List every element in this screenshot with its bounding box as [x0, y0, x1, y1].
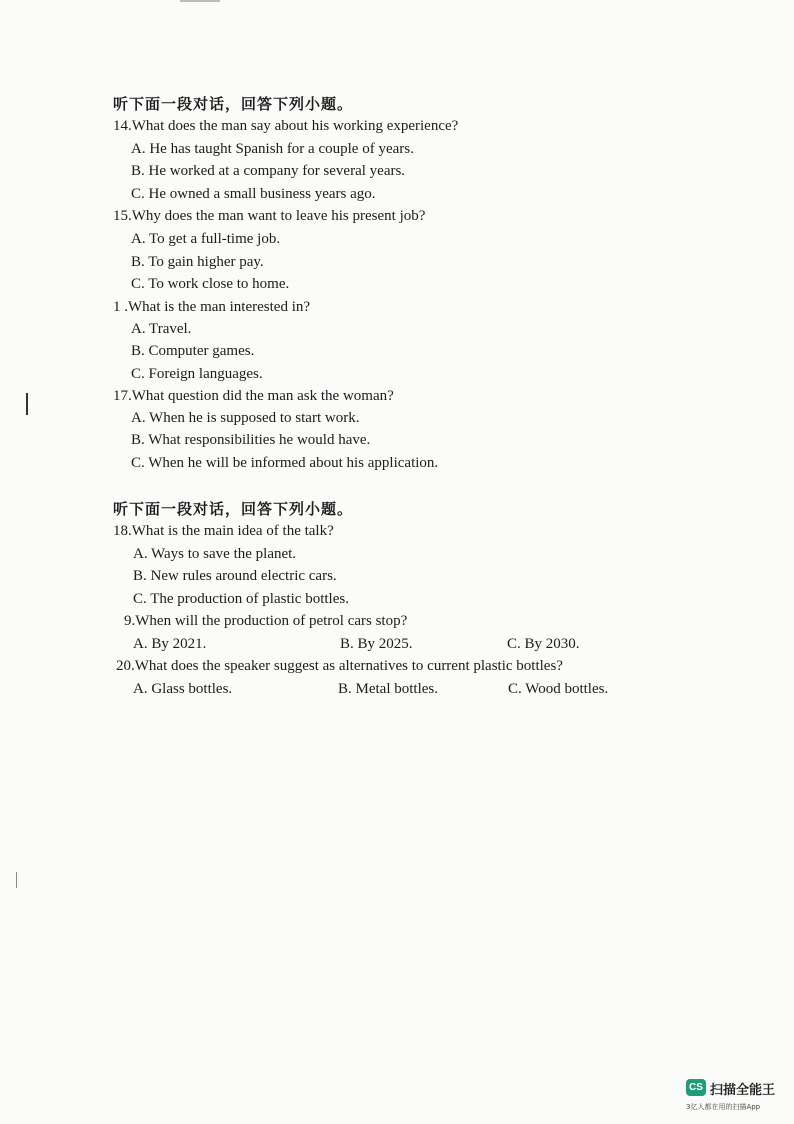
- scan-artifact-left-lower: [16, 872, 17, 888]
- question-20-option-c: C. Wood bottles.: [508, 681, 609, 697]
- question-18-option-b: B. New rules around electric cars.: [133, 568, 337, 584]
- question-17-option-c: C. When he will be informed about his application.: [131, 455, 439, 471]
- question-20-option-b: B. Metal bottles.: [338, 681, 438, 697]
- question-15-option-c: C. To work close to home.: [131, 276, 290, 292]
- question-14: 14.What does the man say about his working experience?: [113, 118, 459, 134]
- question-14-option-b: B. He worked at a company for several years.: [131, 163, 406, 179]
- scan-artifact-top: [180, 0, 220, 2]
- question-16-option-b: B. Computer games.: [131, 343, 255, 359]
- section-2-title: 听下面一段对话，回答下列小题。: [113, 500, 354, 518]
- scanner-watermark: [686, 1079, 786, 1119]
- question-15-option-b: B. To gain higher pay.: [131, 254, 264, 270]
- question-20: 20.What does the speaker suggest as alternatives to current plastic bottles?: [116, 658, 563, 674]
- question-14-option-a: A. He has taught Spanish for a couple of years.: [131, 141, 414, 157]
- scan-artifact-left: [26, 393, 28, 415]
- question-18-option-a: A. Ways to save the planet.: [133, 546, 297, 562]
- camscanner-logo: CS: [686, 1079, 706, 1096]
- section-1-title: 听下面一段对话，回答下列小题。: [113, 95, 354, 113]
- question-16-option-c: C. Foreign languages.: [131, 366, 263, 382]
- watermark-brand-name: 扫描全能王: [710, 1083, 776, 1098]
- question-17: 17.What question did the man ask the woman?: [113, 388, 394, 404]
- question-18: 18.What is the main idea of the talk?: [113, 523, 334, 539]
- question-16: 1 .What is the man interested in?: [113, 299, 311, 315]
- question-19: 9.When will the production of petrol cars stop?: [124, 613, 408, 629]
- question-17-option-b: B. What responsibilities he would have.: [131, 432, 371, 448]
- question-17-option-a: A. When he is supposed to start work.: [131, 410, 360, 426]
- watermark-tagline: 3亿人都在用的扫描App: [686, 1103, 761, 1111]
- question-19-option-b: B. By 2025.: [340, 636, 413, 652]
- question-16-option-a: A. Travel.: [131, 321, 192, 337]
- question-15-option-a: A. To get a full-time job.: [131, 231, 281, 247]
- question-15: 15.Why does the man want to leave his present job?: [113, 208, 426, 224]
- question-18-option-c: C. The production of plastic bottles.: [133, 591, 349, 607]
- question-20-option-a: A. Glass bottles.: [133, 681, 233, 697]
- question-19-option-a: A. By 2021.: [133, 636, 207, 652]
- question-19-option-c: C. By 2030.: [507, 636, 580, 652]
- question-14-option-c: C. He owned a small business years ago.: [131, 186, 376, 202]
